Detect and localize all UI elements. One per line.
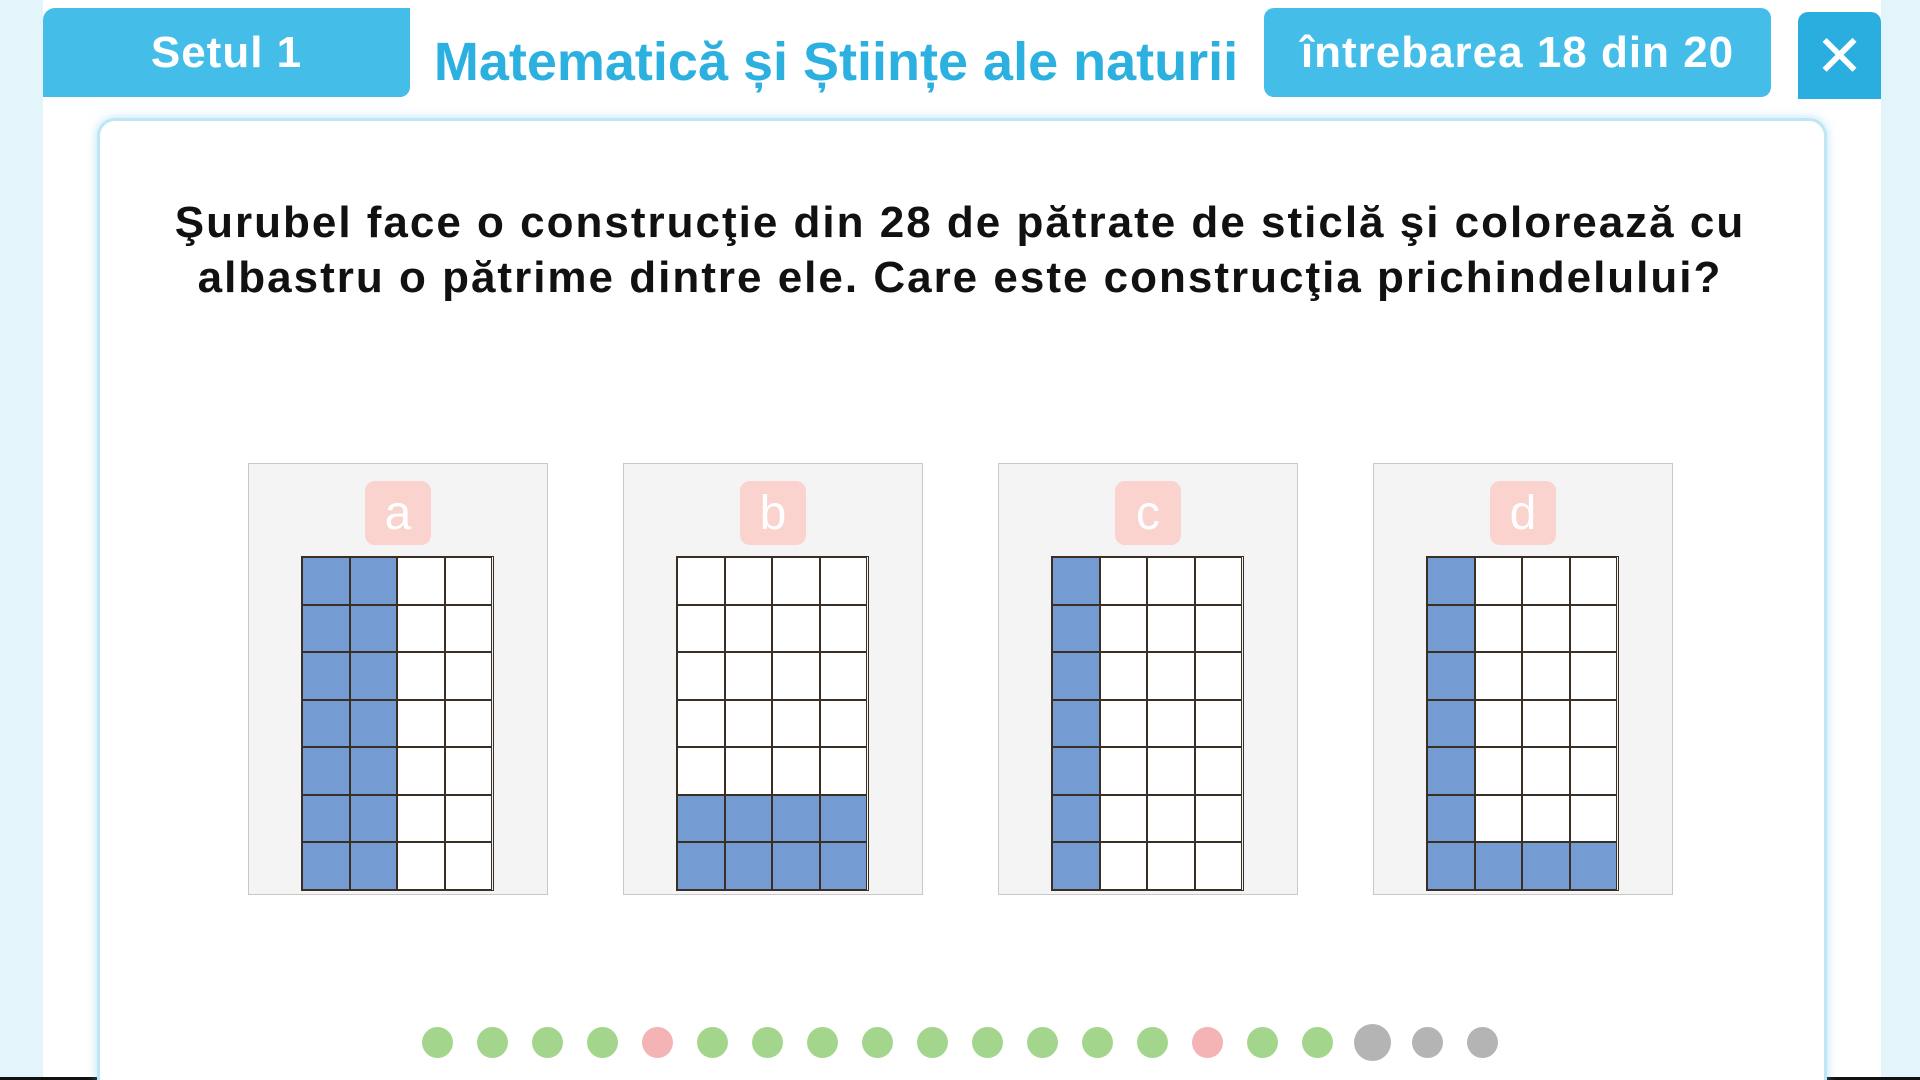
- white-square: [1475, 605, 1523, 653]
- white-square: [1475, 795, 1523, 843]
- blue-square: [725, 842, 773, 890]
- white-square: [1147, 795, 1195, 843]
- white-square: [445, 747, 493, 795]
- answer-option-b[interactable]: [623, 463, 923, 895]
- white-square: [725, 700, 773, 748]
- question-counter: întrebarea 18 din 20: [1264, 8, 1771, 97]
- white-square: [725, 747, 773, 795]
- set-tab[interactable]: Setul 1: [43, 8, 410, 97]
- white-square: [677, 557, 725, 605]
- answer-option-c[interactable]: [998, 463, 1298, 895]
- white-square: [397, 747, 445, 795]
- white-square: [1522, 700, 1570, 748]
- blue-square: [1427, 700, 1475, 748]
- white-square: [1522, 795, 1570, 843]
- progress-dot-correct[interactable]: [1137, 1027, 1168, 1058]
- blue-square: [1052, 652, 1100, 700]
- white-square: [1195, 557, 1243, 605]
- option-letter-badge: a: [365, 481, 431, 545]
- white-square: [1100, 652, 1148, 700]
- white-square: [1147, 605, 1195, 653]
- white-square: [1100, 605, 1148, 653]
- white-square: [1522, 747, 1570, 795]
- blue-square: [302, 652, 350, 700]
- blue-square: [677, 842, 725, 890]
- progress-dot-correct[interactable]: [477, 1027, 508, 1058]
- white-square: [1570, 652, 1618, 700]
- blue-square: [820, 795, 868, 843]
- white-square: [1147, 747, 1195, 795]
- blue-square: [302, 557, 350, 605]
- white-square: [677, 605, 725, 653]
- progress-dot-correct[interactable]: [917, 1027, 948, 1058]
- question-line-1: Şurubel face o construcţie din 28 de pătrate de sticlă şi colorează cu: [174, 198, 1746, 247]
- progress-dot-wrong[interactable]: [642, 1027, 673, 1058]
- white-square: [1147, 557, 1195, 605]
- square-grid: [1426, 556, 1619, 891]
- white-square: [1195, 605, 1243, 653]
- blue-square: [350, 557, 398, 605]
- white-square: [1195, 747, 1243, 795]
- white-square: [1522, 605, 1570, 653]
- white-square: [445, 700, 493, 748]
- question-text: [120, 195, 1800, 305]
- progress-dot-correct[interactable]: [587, 1027, 618, 1058]
- blue-square: [677, 795, 725, 843]
- white-square: [820, 700, 868, 748]
- white-square: [1570, 795, 1618, 843]
- square-grid: [1051, 556, 1244, 891]
- blue-square: [350, 605, 398, 653]
- progress-dot-correct[interactable]: [697, 1027, 728, 1058]
- blue-square: [1052, 842, 1100, 890]
- white-square: [1100, 795, 1148, 843]
- progress-dot-correct[interactable]: [422, 1027, 453, 1058]
- blue-square: [1427, 557, 1475, 605]
- white-square: [820, 605, 868, 653]
- blue-square: [1052, 700, 1100, 748]
- white-square: [1195, 700, 1243, 748]
- blue-square: [1427, 795, 1475, 843]
- white-square: [772, 747, 820, 795]
- blue-square: [1427, 747, 1475, 795]
- blue-square: [772, 795, 820, 843]
- blue-square: [302, 795, 350, 843]
- blue-square: [350, 842, 398, 890]
- white-square: [397, 795, 445, 843]
- white-square: [1522, 652, 1570, 700]
- white-square: [1570, 557, 1618, 605]
- white-square: [1100, 842, 1148, 890]
- white-square: [1522, 557, 1570, 605]
- blue-square: [302, 747, 350, 795]
- white-square: [820, 557, 868, 605]
- blue-square: [350, 747, 398, 795]
- white-square: [820, 652, 868, 700]
- white-square: [1195, 795, 1243, 843]
- progress-dot-correct[interactable]: [1082, 1027, 1113, 1058]
- white-square: [677, 747, 725, 795]
- progress-dots: [0, 1023, 1920, 1063]
- white-square: [397, 652, 445, 700]
- blue-square: [350, 795, 398, 843]
- blue-square: [1052, 557, 1100, 605]
- progress-dot-correct[interactable]: [862, 1027, 893, 1058]
- white-square: [772, 557, 820, 605]
- blue-square: [1052, 605, 1100, 653]
- progress-dot-correct[interactable]: [532, 1027, 563, 1058]
- blue-square: [725, 795, 773, 843]
- white-square: [1147, 652, 1195, 700]
- white-square: [1195, 652, 1243, 700]
- white-square: [1100, 557, 1148, 605]
- white-square: [1475, 652, 1523, 700]
- blue-square: [350, 700, 398, 748]
- blue-square: [302, 605, 350, 653]
- question-line-2: albastru o pătrime dintre ele. Care este construcţia prichindelului?: [197, 253, 1723, 302]
- white-square: [1570, 605, 1618, 653]
- blue-square: [1427, 842, 1475, 890]
- progress-dot-correct[interactable]: [972, 1027, 1003, 1058]
- white-square: [1475, 747, 1523, 795]
- close-button[interactable]: [1798, 12, 1881, 99]
- white-square: [445, 652, 493, 700]
- white-square: [677, 700, 725, 748]
- blue-square: [302, 700, 350, 748]
- progress-dot-correct[interactable]: [1302, 1027, 1333, 1058]
- blue-square: [302, 842, 350, 890]
- square-grid: [676, 556, 869, 891]
- white-square: [820, 747, 868, 795]
- white-square: [397, 557, 445, 605]
- progress-dot-correct[interactable]: [1027, 1027, 1058, 1058]
- white-square: [445, 795, 493, 843]
- option-letter-badge: d: [1490, 481, 1556, 545]
- white-square: [725, 652, 773, 700]
- square-grid: [301, 556, 494, 891]
- white-square: [1570, 747, 1618, 795]
- white-square: [1195, 842, 1243, 890]
- white-square: [1100, 747, 1148, 795]
- option-letter-badge: b: [740, 481, 806, 545]
- progress-dot-correct[interactable]: [807, 1027, 838, 1058]
- answer-option-d[interactable]: [1373, 463, 1673, 895]
- white-square: [397, 700, 445, 748]
- blue-square: [820, 842, 868, 890]
- white-square: [445, 605, 493, 653]
- white-square: [1147, 700, 1195, 748]
- answer-option-a[interactable]: [248, 463, 548, 895]
- subject-title: Matematică și Științe ale naturii: [433, 32, 1239, 92]
- blue-square: [1052, 747, 1100, 795]
- white-square: [1147, 842, 1195, 890]
- progress-dot-current[interactable]: [1354, 1024, 1391, 1061]
- progress-dot-correct[interactable]: [752, 1027, 783, 1058]
- white-square: [677, 652, 725, 700]
- blue-square: [772, 842, 820, 890]
- white-square: [1570, 700, 1618, 748]
- white-square: [772, 605, 820, 653]
- blue-square: [1427, 652, 1475, 700]
- blue-square: [1475, 842, 1523, 890]
- blue-square: [350, 652, 398, 700]
- progress-dot-correct[interactable]: [1247, 1027, 1278, 1058]
- close-icon: ✕: [1815, 23, 1864, 89]
- blue-square: [1570, 842, 1618, 890]
- progress-dot-pending[interactable]: [1467, 1027, 1498, 1058]
- blue-square: [1427, 605, 1475, 653]
- white-square: [772, 700, 820, 748]
- white-square: [1475, 557, 1523, 605]
- white-square: [772, 652, 820, 700]
- blue-square: [1522, 842, 1570, 890]
- white-square: [445, 842, 493, 890]
- progress-dot-wrong[interactable]: [1192, 1027, 1223, 1058]
- white-square: [725, 605, 773, 653]
- white-square: [725, 557, 773, 605]
- white-square: [397, 605, 445, 653]
- white-square: [397, 842, 445, 890]
- blue-square: [1052, 795, 1100, 843]
- white-square: [1475, 700, 1523, 748]
- progress-dot-pending[interactable]: [1412, 1027, 1443, 1058]
- white-square: [445, 557, 493, 605]
- option-letter-badge: c: [1115, 481, 1181, 545]
- white-square: [1100, 700, 1148, 748]
